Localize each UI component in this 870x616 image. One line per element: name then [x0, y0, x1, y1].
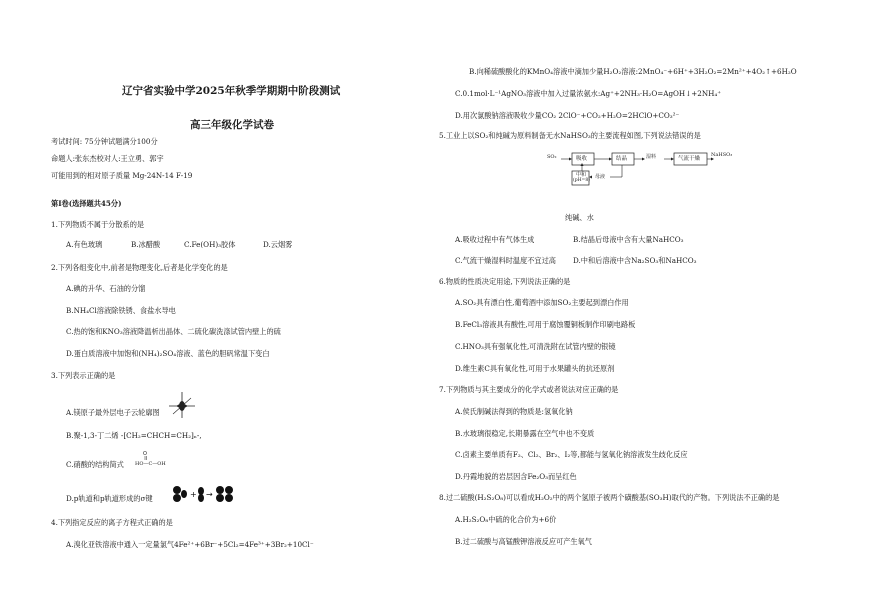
- svg-text:→: →: [206, 490, 213, 499]
- exam-time-info: 考试时间: 75分钟试题满分100分: [51, 137, 158, 146]
- q4-option-d: D.用次氯酸钠溶液吸收少量CO₂ 2ClO⁻+CO₂+H₂O=2HClO+CO₃²⁻: [455, 111, 680, 120]
- section-heading: 第Ⅰ卷(选择题共45分): [51, 199, 122, 208]
- q6-option-b: B.FeCl₃溶液具有酸性,可用于腐蚀覆铜板制作印刷电路板: [455, 320, 636, 329]
- flow-absorb: 吸收: [576, 156, 588, 162]
- q8-option-b: B.过二硫酸与高锰酸钾溶液反应可产生氧气: [455, 537, 592, 546]
- q1-option-a: A.有色玻璃: [66, 240, 103, 249]
- question-6: 6.物质的性质决定用途,下列说法正确的是: [439, 277, 571, 286]
- process-flow-diagram: [547, 150, 733, 200]
- q5-option-a: A.吸收过程中有气体生成: [455, 235, 535, 244]
- question-7: 7.下列物质与其主要成分的化学式或者说法对应正确的是: [439, 385, 619, 394]
- question-5: 5.工业上以SO₂和纯碱为原料制备无水NaHSO₃的主要流程如图,下列说法错误的是: [439, 131, 701, 140]
- q1-option-c: C.Fe(OH)₃胶体: [184, 240, 236, 249]
- exam-subtitle: 高三年级化学试卷: [190, 119, 274, 131]
- q6-option-d: D.维生素C具有氧化性,可用于水果罐头的抗还原剂: [455, 364, 615, 373]
- flow-dry: 气流干燥: [678, 156, 701, 162]
- question-8: 8.过二硫酸(H₂S₂O₈)可以看成H₂O₂中的两个氢原子被两个磺酸基(SO₃H)取代的产物。下列说法不正确的是: [439, 493, 780, 502]
- q3-option-a: A.镁原子最外层电子云轮廓图: [66, 408, 160, 417]
- q2-option-c: C.热的饱和KNO₃溶液降温析出晶体、二硫化碳洗涤试管内壁上的硫: [66, 327, 281, 336]
- flow-so2: SO₂: [547, 154, 557, 160]
- q4-option-c: C.0.1mol·L⁻¹AgNO₃溶液中加入过量浓氨水:Ag⁺+2NH₃·H₂O=AgOH↓+2NH₄⁺: [455, 89, 722, 98]
- flow-mother-liquor: 母液: [595, 174, 606, 180]
- q6-option-a: A.SO₂具有漂白性,葡萄酒中添加SO₂主要起到漂白作用: [455, 298, 629, 307]
- q7-option-a: A.侯氏制碱法得到的物质是:氢氧化钠: [455, 407, 573, 416]
- q7-option-c: C.卤素主要单质有F₂、Cl₂、Br₂、I₂等,都能与氢氧化钠溶液发生歧化反应: [455, 450, 688, 459]
- sigma-bond-orbitals-diagram: [172, 484, 240, 504]
- exam-title: 辽宁省实验中学2025年秋季学期期中阶段测试: [122, 85, 341, 97]
- q4-option-a: A.溴化亚铁溶液中通入一定量氯气4Fe²⁺+6Br⁻+5Cl₂=4Fe³⁺+3Br₂+10Cl⁻: [66, 540, 314, 549]
- q1-option-d: D.云烟雾: [263, 240, 293, 249]
- svg-text:O: O: [143, 451, 147, 457]
- flow-wet: 湿料: [646, 154, 657, 160]
- q5-option-d: D.中和后溶液中含Na₂SO₃和NaHCO₃: [573, 256, 697, 265]
- q4-option-b: B.向稀硫酸酸化的KMnO₄溶液中滴加少量H₂O₂溶液:2MnO₄⁻+6H⁺+3H₂O₂=2Mn²⁺+4O₂↑+6H₂O: [469, 67, 797, 76]
- question-1: 1.下列物质不属于分散系的是: [51, 220, 145, 229]
- author-info: 命题人:张东杰校对人:王立勇、郭宇: [51, 154, 164, 163]
- question-3: 3.下列表示正确的是: [51, 371, 116, 380]
- flow-ph: (pH=8): [573, 178, 590, 183]
- q2-option-a: A.碘的升华、石油的分馏: [66, 284, 146, 293]
- flow-neutral: 中和: [576, 172, 587, 178]
- nitric-acid-formula: HO—C—OH: [135, 461, 166, 467]
- right-column: [435, 0, 870, 616]
- svg-text:+: +: [190, 490, 197, 499]
- q1-option-b: B.冰醋酸: [131, 240, 161, 249]
- q2-option-d: D.蛋白质溶液中加饱和(NH₄)₂SO₄溶液、蓝色的胆矾常温下变白: [66, 349, 270, 358]
- q2-option-b: B.NH₄Cl溶液除铁锈、食盐水导电: [66, 306, 176, 315]
- q7-option-b: B.水玻璃很稳定,长期暴露在空气中也不变质: [455, 429, 595, 438]
- q3-option-b: B.聚-1,3-丁二烯 -[CH₂=CHCH=CH₂]ₙ-,: [66, 431, 202, 440]
- flow-caption: 纯碱、水: [565, 213, 594, 222]
- q6-option-c: C.HNO₃具有强氧化性,可清洗附在试管内壁的银镜: [455, 342, 616, 351]
- q8-option-a: A.H₂S₂O₈中硫的化合价为+6价: [455, 515, 557, 524]
- flow-crystal: 结晶: [616, 156, 628, 162]
- double-bond-oxygen-icon: [140, 450, 152, 460]
- q5-option-c: C.气流干燥湿料时温度不宜过高: [455, 256, 556, 265]
- q5-option-b: B.结晶后母液中含有大量NaHCO₃: [573, 235, 684, 244]
- q7-option-d: D.丹霞地貌的岩层因含Fe₂O₃而呈红色: [455, 472, 577, 481]
- q3-option-d: D.p轨道和p轨道形成的σ键: [66, 494, 153, 503]
- question-4: 4.下列指定反应的离子方程式正确的是: [51, 518, 173, 527]
- question-2: 2.下列各组变化中,前者是物理变化,后者是化学变化的是: [51, 263, 228, 272]
- flow-product: NaHSO₃: [711, 152, 733, 158]
- q3-option-c: C.硝酸的结构简式: [66, 460, 124, 469]
- electron-cloud-diagram: [167, 390, 197, 420]
- atomic-mass-info: 可能用到的相对原子质量 Mg-24N-14 F-19: [51, 171, 193, 180]
